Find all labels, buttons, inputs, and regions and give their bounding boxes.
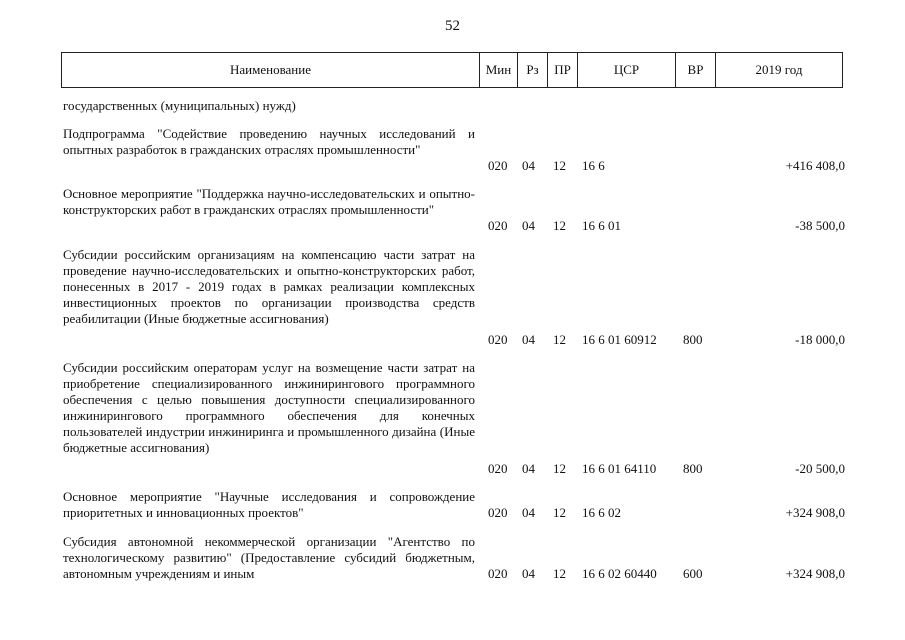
- table-row: [63, 534, 845, 582]
- row-pr: 12: [553, 218, 566, 233]
- row-pr: 12: [553, 566, 566, 581]
- row-vr: 800: [683, 461, 703, 476]
- table-row: [63, 126, 845, 174]
- row-vr: 600: [683, 566, 703, 581]
- row-rz: 04: [522, 566, 535, 581]
- header-pr: ПР: [548, 53, 578, 87]
- row-name: государственных (муниципальных) нужд): [63, 98, 296, 113]
- header-name: Наименование: [62, 53, 480, 87]
- row-csr: 16 6 02: [582, 505, 621, 520]
- header-rz: Рз: [518, 53, 548, 87]
- row-amount: -20 500,0: [795, 461, 845, 476]
- row-pr: 12: [553, 505, 566, 520]
- header-csr: ЦСР: [578, 53, 676, 87]
- row-rz: 04: [522, 332, 535, 347]
- row-min: 020: [488, 158, 508, 173]
- table-row: [63, 360, 845, 478]
- row-csr: 16 6 02 60440: [582, 566, 657, 581]
- header-vr: ВР: [676, 53, 716, 87]
- header-year: 2019 год: [755, 62, 803, 77]
- row-name: Субсидии российским операторам услуг на возмещение части затрат на приобретение специализированного инжинирингового программного обеспечения с целью повышения доступности специализированного инжинирингового программного обеспечения для конечных пользователей индустрии инжиниринга и промышленного дизайна (Иные бюджетные ассигнования): [63, 360, 475, 455]
- header-min: Мин: [480, 53, 518, 87]
- row-pr: 12: [553, 461, 566, 476]
- row-csr: 16 6: [582, 158, 605, 173]
- row-rz: 04: [522, 158, 535, 173]
- row-vr: 800: [683, 332, 703, 347]
- row-csr: 16 6 01: [582, 218, 621, 233]
- page-number: 52: [445, 18, 460, 34]
- row-name: Субсидии российским организациям на компенсацию части затрат на проведение научно-исследовательских и опытно-конструкторских работ, понесенных в 2017 - 2019 годах в рамках реализации комплексных инвестиционных проектов по организации производства средств реабилитации (Иные бюджетные ассигнования): [63, 247, 475, 326]
- row-amount: +324 908,0: [785, 505, 845, 520]
- row-min: 020: [488, 218, 508, 233]
- row-pr: 12: [553, 332, 566, 347]
- row-name: Основное мероприятие "Научные исследования и сопровождение приоритетных и инновационных проектов": [63, 489, 475, 520]
- row-name: Основное мероприятие "Поддержка научно-исследовательских и опытно-конструкторских работ в гражданских отраслях промышленности": [63, 186, 475, 217]
- row-amount: -38 500,0: [795, 218, 845, 233]
- row-min: 020: [488, 461, 508, 476]
- row-min: 020: [488, 566, 508, 581]
- row-amount: -18 000,0: [795, 332, 845, 347]
- row-csr: 16 6 01 64110: [582, 461, 657, 476]
- row-name: Подпрограмма "Содействие проведению научных исследований и опытных разработок в гражданских отраслях промышленности": [63, 126, 475, 157]
- table-row: [63, 489, 845, 521]
- row-min: 020: [488, 505, 508, 520]
- table-row: [63, 98, 845, 114]
- table-row: [63, 247, 845, 347]
- row-name: Субсидия автономной некоммерческой организации "Агентство по технологическому развитию" (Предоставление субсидий бюджетным, автономным учреждениям и иным: [63, 534, 475, 581]
- row-amount: +324 908,0: [785, 566, 845, 581]
- row-amount: +416 408,0: [785, 158, 845, 173]
- row-rz: 04: [522, 218, 535, 233]
- row-min: 020: [488, 332, 508, 347]
- row-pr: 12: [553, 158, 566, 173]
- row-rz: 04: [522, 505, 535, 520]
- row-rz: 04: [522, 461, 535, 476]
- table-header: [61, 52, 843, 88]
- row-csr: 16 6 01 60912: [582, 332, 657, 347]
- table-row: [63, 186, 845, 234]
